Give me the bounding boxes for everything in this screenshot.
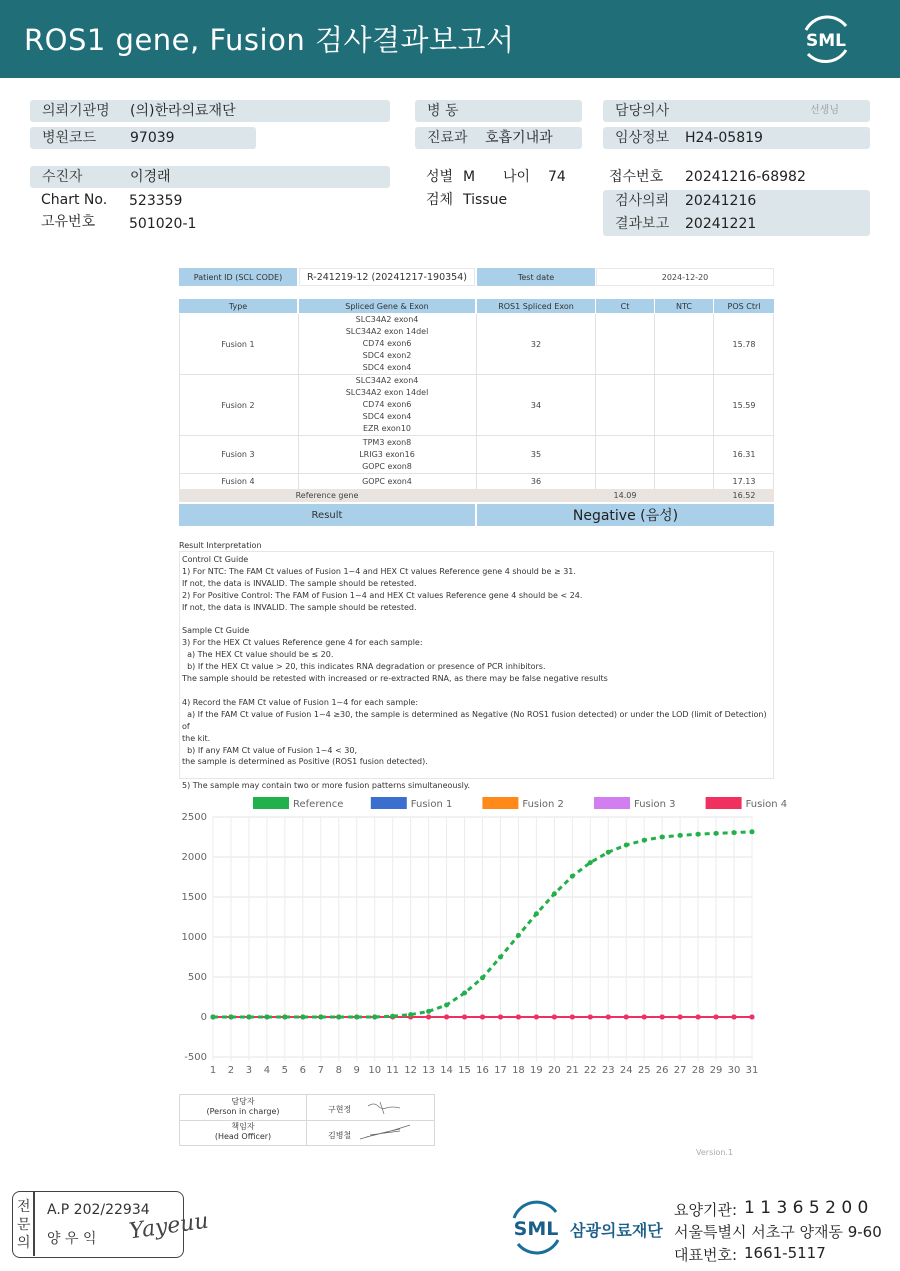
x-tick-label: 1 (209, 1065, 217, 1076)
y-tick-label: 2500 (181, 812, 207, 823)
y-tick-label: -500 (184, 1052, 207, 1063)
data-point-reference (642, 838, 647, 843)
x-tick-label: 8 (335, 1065, 342, 1076)
fusion4-type: Fusion 4 (221, 477, 255, 486)
care-code-label: 요양기관: (674, 1201, 738, 1219)
x-tick-label: 14 (440, 1065, 453, 1076)
data-point-fusion-4 (750, 1015, 755, 1020)
institution-label: 의뢰기관명 (42, 103, 110, 119)
patient-row (30, 166, 390, 188)
result-label: Result (179, 504, 475, 526)
x-tick-label: 26 (655, 1065, 669, 1076)
x-tick-label: 23 (601, 1065, 615, 1076)
clinical-row (603, 127, 870, 149)
test-date-value: 2024-12-20 (596, 268, 774, 286)
data-point-reference (660, 835, 665, 840)
x-tick-label: 30 (727, 1065, 741, 1076)
x-tick-label: 21 (565, 1065, 579, 1076)
patient-value: 이경래 (130, 169, 171, 185)
data-point-fusion-4 (714, 1015, 719, 1020)
data-point-reference (606, 850, 611, 855)
fusion3-ct (596, 436, 654, 473)
hospital-code-label: 병원코드 (42, 130, 97, 146)
x-tick-label: 22 (583, 1065, 597, 1076)
report-title: ROS1 gene, Fusion 검사결과보고서 (24, 23, 515, 57)
org-name: 삼광의료재단 (570, 1221, 663, 1240)
specimen-value: Tissue (463, 192, 508, 208)
reference-pos: 16.52 (732, 491, 756, 500)
x-tick-label: 28 (691, 1065, 705, 1076)
data-point-reference (480, 975, 485, 980)
dept-label: 진료과 (427, 130, 468, 146)
signature-2-icon (358, 1123, 414, 1143)
test-date-label: Test date (477, 268, 595, 286)
doctor-label: 담당의사 (615, 103, 670, 119)
col-type: Type (179, 299, 297, 313)
sml-logo-text: SML (806, 31, 846, 51)
stamp-signature: Yayeuu (127, 1208, 211, 1245)
fusion4-exon: 36 (530, 477, 542, 486)
x-tick-label: 3 (245, 1065, 253, 1076)
data-point-fusion-4 (480, 1015, 485, 1020)
data-point-fusion-4 (624, 1015, 629, 1020)
legend-label: Fusion 3 (634, 799, 676, 810)
fusion1-exon: 32 (530, 339, 542, 349)
fusion2-ntc (655, 375, 713, 435)
col-pos-ctrl: POS Ctrl (714, 299, 774, 313)
x-tick-label: 18 (512, 1065, 525, 1076)
data-point-reference (462, 991, 467, 996)
data-point-reference (714, 831, 719, 836)
data-point-fusion-4 (426, 1015, 431, 1020)
fusion4-genes: GOPC exon4 (362, 477, 412, 486)
data-point-reference (336, 1015, 341, 1020)
data-point-fusion-4 (534, 1015, 539, 1020)
date-block (603, 190, 870, 236)
reference-gene-label: Reference gene (295, 491, 359, 500)
fusion1-pos: 15.78 (732, 339, 756, 349)
data-point-fusion-4 (732, 1015, 737, 1020)
data-point-reference (750, 829, 755, 834)
legend-swatch-fusion-2 (482, 797, 518, 809)
institution-value: (의)한라의료재단 (130, 103, 236, 119)
fusion2-pos: 15.59 (732, 400, 756, 410)
x-tick-label: 7 (317, 1065, 324, 1076)
data-point-fusion-4 (516, 1015, 521, 1020)
legend-swatch-fusion-1 (371, 797, 407, 809)
data-point-reference (696, 832, 701, 837)
data-point-fusion-4 (462, 1015, 467, 1020)
data-point-fusion-4 (570, 1015, 575, 1020)
receipt-label: 접수번호 (609, 169, 664, 185)
x-tick-label: 15 (458, 1065, 471, 1076)
x-tick-label: 27 (673, 1065, 687, 1076)
x-tick-label: 29 (709, 1065, 723, 1076)
data-point-reference (354, 1015, 359, 1020)
sml-footer-logo-icon (508, 1200, 564, 1256)
sml-footer-logo-text: SML (513, 1218, 559, 1240)
x-tick-label: 24 (619, 1065, 633, 1076)
signature-1-icon (366, 1098, 406, 1116)
clinical-value: H24-05819 (685, 130, 763, 146)
x-tick-label: 6 (299, 1065, 307, 1076)
legend-swatch-fusion-3 (594, 797, 630, 809)
fusion3-genes: TPM3 exon8 LRIG3 exon16 GOPC exon8 (359, 437, 415, 471)
dept-value: 호흡기내과 (485, 130, 553, 146)
data-point-reference (444, 1003, 449, 1008)
sml-logo-icon (796, 12, 856, 66)
sex-label: 성별 (426, 169, 454, 185)
fusion2-ct (596, 375, 654, 435)
hospital-code-value: 97039 (130, 130, 175, 146)
head-officer-role: 책임자 (231, 1122, 255, 1131)
patient-id-value: R-241219-12 (20241217-190354) (299, 268, 475, 286)
x-tick-label: 17 (494, 1065, 507, 1076)
data-point-reference (552, 891, 557, 896)
col-ntc: NTC (655, 299, 713, 313)
person-in-charge-role-en: (Person in charge) (206, 1107, 280, 1116)
y-tick-label: 2000 (181, 852, 207, 863)
data-point-reference (228, 1015, 233, 1020)
request-value: 20241216 (685, 193, 757, 209)
phone-label: 대표번호: (674, 1246, 738, 1264)
result-value: Negative (음성) (477, 504, 774, 526)
data-point-reference (390, 1014, 395, 1019)
stamp-label: 전문의 (17, 1199, 31, 1251)
data-point-reference (534, 911, 539, 916)
chart-no-value: 523359 (129, 193, 183, 209)
x-tick-label: 10 (368, 1065, 382, 1076)
unique-no-value: 501020-1 (129, 216, 197, 232)
hospital-code-row (30, 127, 256, 149)
chart-no-label: Chart No. (41, 192, 108, 208)
stamp-name: 양 우 익 (47, 1231, 97, 1247)
data-point-fusion-4 (642, 1015, 647, 1020)
report-header (0, 0, 900, 78)
data-point-reference (300, 1015, 305, 1020)
data-point-fusion-4 (552, 1015, 557, 1020)
data-point-reference (318, 1015, 323, 1020)
clinical-label: 임상정보 (615, 130, 670, 146)
report-date-value: 20241221 (685, 216, 757, 232)
data-point-fusion-4 (588, 1015, 593, 1020)
data-point-reference (408, 1012, 413, 1017)
x-tick-label: 9 (353, 1065, 360, 1076)
data-point-reference (246, 1015, 251, 1020)
data-point-reference (624, 843, 629, 848)
fusion3-type: Fusion 3 (221, 450, 255, 459)
ward-label: 병 동 (427, 103, 459, 119)
data-point-reference (372, 1015, 377, 1020)
data-point-reference (426, 1009, 431, 1014)
data-point-reference (570, 874, 575, 879)
legend-label: Fusion 4 (745, 799, 788, 810)
age-value: 74 (548, 169, 566, 185)
fusion2-type: Fusion 2 (221, 400, 255, 410)
dept-row (415, 127, 582, 149)
fusion2-genes: SLC34A2 exon4 SLC34A2 exon 14del CD74 exon6 SDC4 exon4 EZR exon10 (345, 376, 429, 433)
data-point-reference (264, 1015, 269, 1020)
x-tick-label: 13 (422, 1065, 435, 1076)
age-label: 나이 (503, 169, 531, 185)
legend-swatch-reference (253, 797, 289, 809)
x-tick-label: 5 (281, 1065, 289, 1076)
data-point-fusion-4 (678, 1015, 683, 1020)
pathologist-stamp (12, 1191, 211, 1258)
phone-value: 1661-5117 (744, 1244, 826, 1262)
data-point-fusion-4 (606, 1015, 611, 1020)
x-tick-label: 19 (530, 1065, 543, 1076)
fusion1-genes: SLC34A2 exon4 SLC34A2 exon 14del CD74 exon6 SDC4 exon2 SDC4 exon4 (345, 315, 429, 372)
x-tick-label: 2 (227, 1065, 235, 1076)
data-point-fusion-4 (498, 1015, 503, 1020)
fusion1-ntc (655, 314, 713, 374)
person-in-charge-name: 구현정 (328, 1105, 352, 1114)
x-tick-label: 4 (263, 1065, 271, 1076)
institution-row (30, 100, 390, 122)
legend-label: Reference (293, 799, 344, 810)
data-point-reference (282, 1015, 287, 1020)
x-tick-label: 11 (386, 1065, 400, 1076)
stamp-number: A.P 202/22934 (47, 1202, 150, 1218)
amplification-chart (175, 792, 788, 1082)
patient-label: 수진자 (42, 169, 83, 185)
receipt-value: 20241216-68982 (685, 169, 806, 185)
fusion4-pos: 17.13 (732, 477, 756, 486)
x-tick-label: 20 (547, 1065, 561, 1076)
data-point-reference (732, 830, 737, 835)
fusion4-ntc (655, 474, 713, 489)
data-point-reference (516, 933, 521, 938)
specimen-label: 검체 (426, 192, 454, 208)
y-tick-label: 1000 (181, 932, 207, 943)
data-point-reference (498, 955, 503, 960)
doctor-suffix: 선생님 (810, 105, 839, 116)
legend-label: Fusion 2 (522, 799, 564, 810)
x-tick-label: 25 (637, 1065, 651, 1076)
data-point-reference (678, 833, 683, 838)
data-point-reference (211, 1015, 216, 1020)
version-label: Version.1 (696, 1148, 734, 1157)
head-officer-name: 김병철 (328, 1131, 352, 1140)
col-ct: Ct (596, 299, 654, 313)
request-label: 검사의뢰 (615, 193, 670, 209)
reference-ct: 14.09 (613, 491, 637, 500)
x-tick-label: 12 (404, 1065, 418, 1076)
unique-no-label: 고유번호 (41, 214, 96, 230)
fusion1-type: Fusion 1 (221, 339, 255, 349)
fusion4-ct (596, 474, 654, 489)
y-tick-label: 500 (187, 972, 207, 983)
col-genes: Spliced Gene & Exon (299, 299, 475, 313)
x-tick-label: 31 (745, 1065, 759, 1076)
doctor-row (603, 100, 870, 122)
interpretation-title: Result Interpretation (179, 541, 262, 550)
fusion2-exon: 34 (530, 400, 542, 410)
fusion1-ct (596, 314, 654, 374)
legend-label: Fusion 1 (410, 799, 453, 810)
head-officer-role-en: (Head Officer) (214, 1132, 272, 1141)
test-result-table (179, 268, 774, 528)
data-point-fusion-4 (444, 1015, 449, 1020)
sex-value: M (463, 169, 476, 185)
patient-id-label: Patient ID (SCL CODE) (179, 268, 297, 286)
data-point-fusion-4 (696, 1015, 701, 1020)
address: 서울특별시 서초구 양재동 9-60 (674, 1223, 882, 1241)
y-tick-label: 0 (200, 1012, 207, 1023)
fusion3-pos: 16.31 (732, 450, 756, 459)
signature-table (179, 1094, 435, 1146)
legend-swatch-fusion-4 (706, 797, 742, 809)
care-code-value: 1 1 3 6 5 2 0 0 (744, 1198, 869, 1218)
ward-row (415, 100, 582, 122)
data-point-reference (588, 860, 593, 865)
fusion3-ntc (655, 436, 713, 473)
interpretation-text: Control Ct Guide 1) For NTC: The FAM Ct values of Fusion 1~4 and HEX Ct values Reference gene 4 should be ≥ 31. If not, the data is INVALID. The sample should be retested. 2) For Positive Control: The FAM of Fusion 1~4 and HEX Ct values Reference gene 4 should be < 24. If not, the data is INVALID. The sample should be retested. Sample Ct Guide 3) For the HEX Ct values Reference gene 4 for each sample: a) The HEX Ct value should be ≤ 20. b) If the HEX Ct value > 20, this indicates RNA degradation or presence of PCR inhibitors. The sample should be retested with increased or re-extracted RNA, as there may be false negative results 4) Record the FAM Ct value of Fusion 1~4 for each sample: a) If the FAM Ct value of Fusion 1~4 ≥30, the sample is determined as Negative (No ROS1 fusion detected) or under the LOD (limit of Detection) of the kit. b) If any FAM Ct value of Fusion 1~4 < 30, the sample is determined as Positive (ROS1 fusion detected). 5) The sample may contain two or more fusion patterns simultaneously. (179, 551, 774, 779)
fusion3-exon: 35 (530, 450, 542, 459)
col-ros1-exon: ROS1 Spliced Exon (477, 299, 595, 313)
y-tick-label: 1500 (181, 892, 207, 903)
x-tick-label: 16 (476, 1065, 489, 1076)
data-point-fusion-4 (660, 1015, 665, 1020)
person-in-charge-role: 담당자 (231, 1097, 255, 1106)
report-date-label: 결과보고 (615, 216, 670, 232)
